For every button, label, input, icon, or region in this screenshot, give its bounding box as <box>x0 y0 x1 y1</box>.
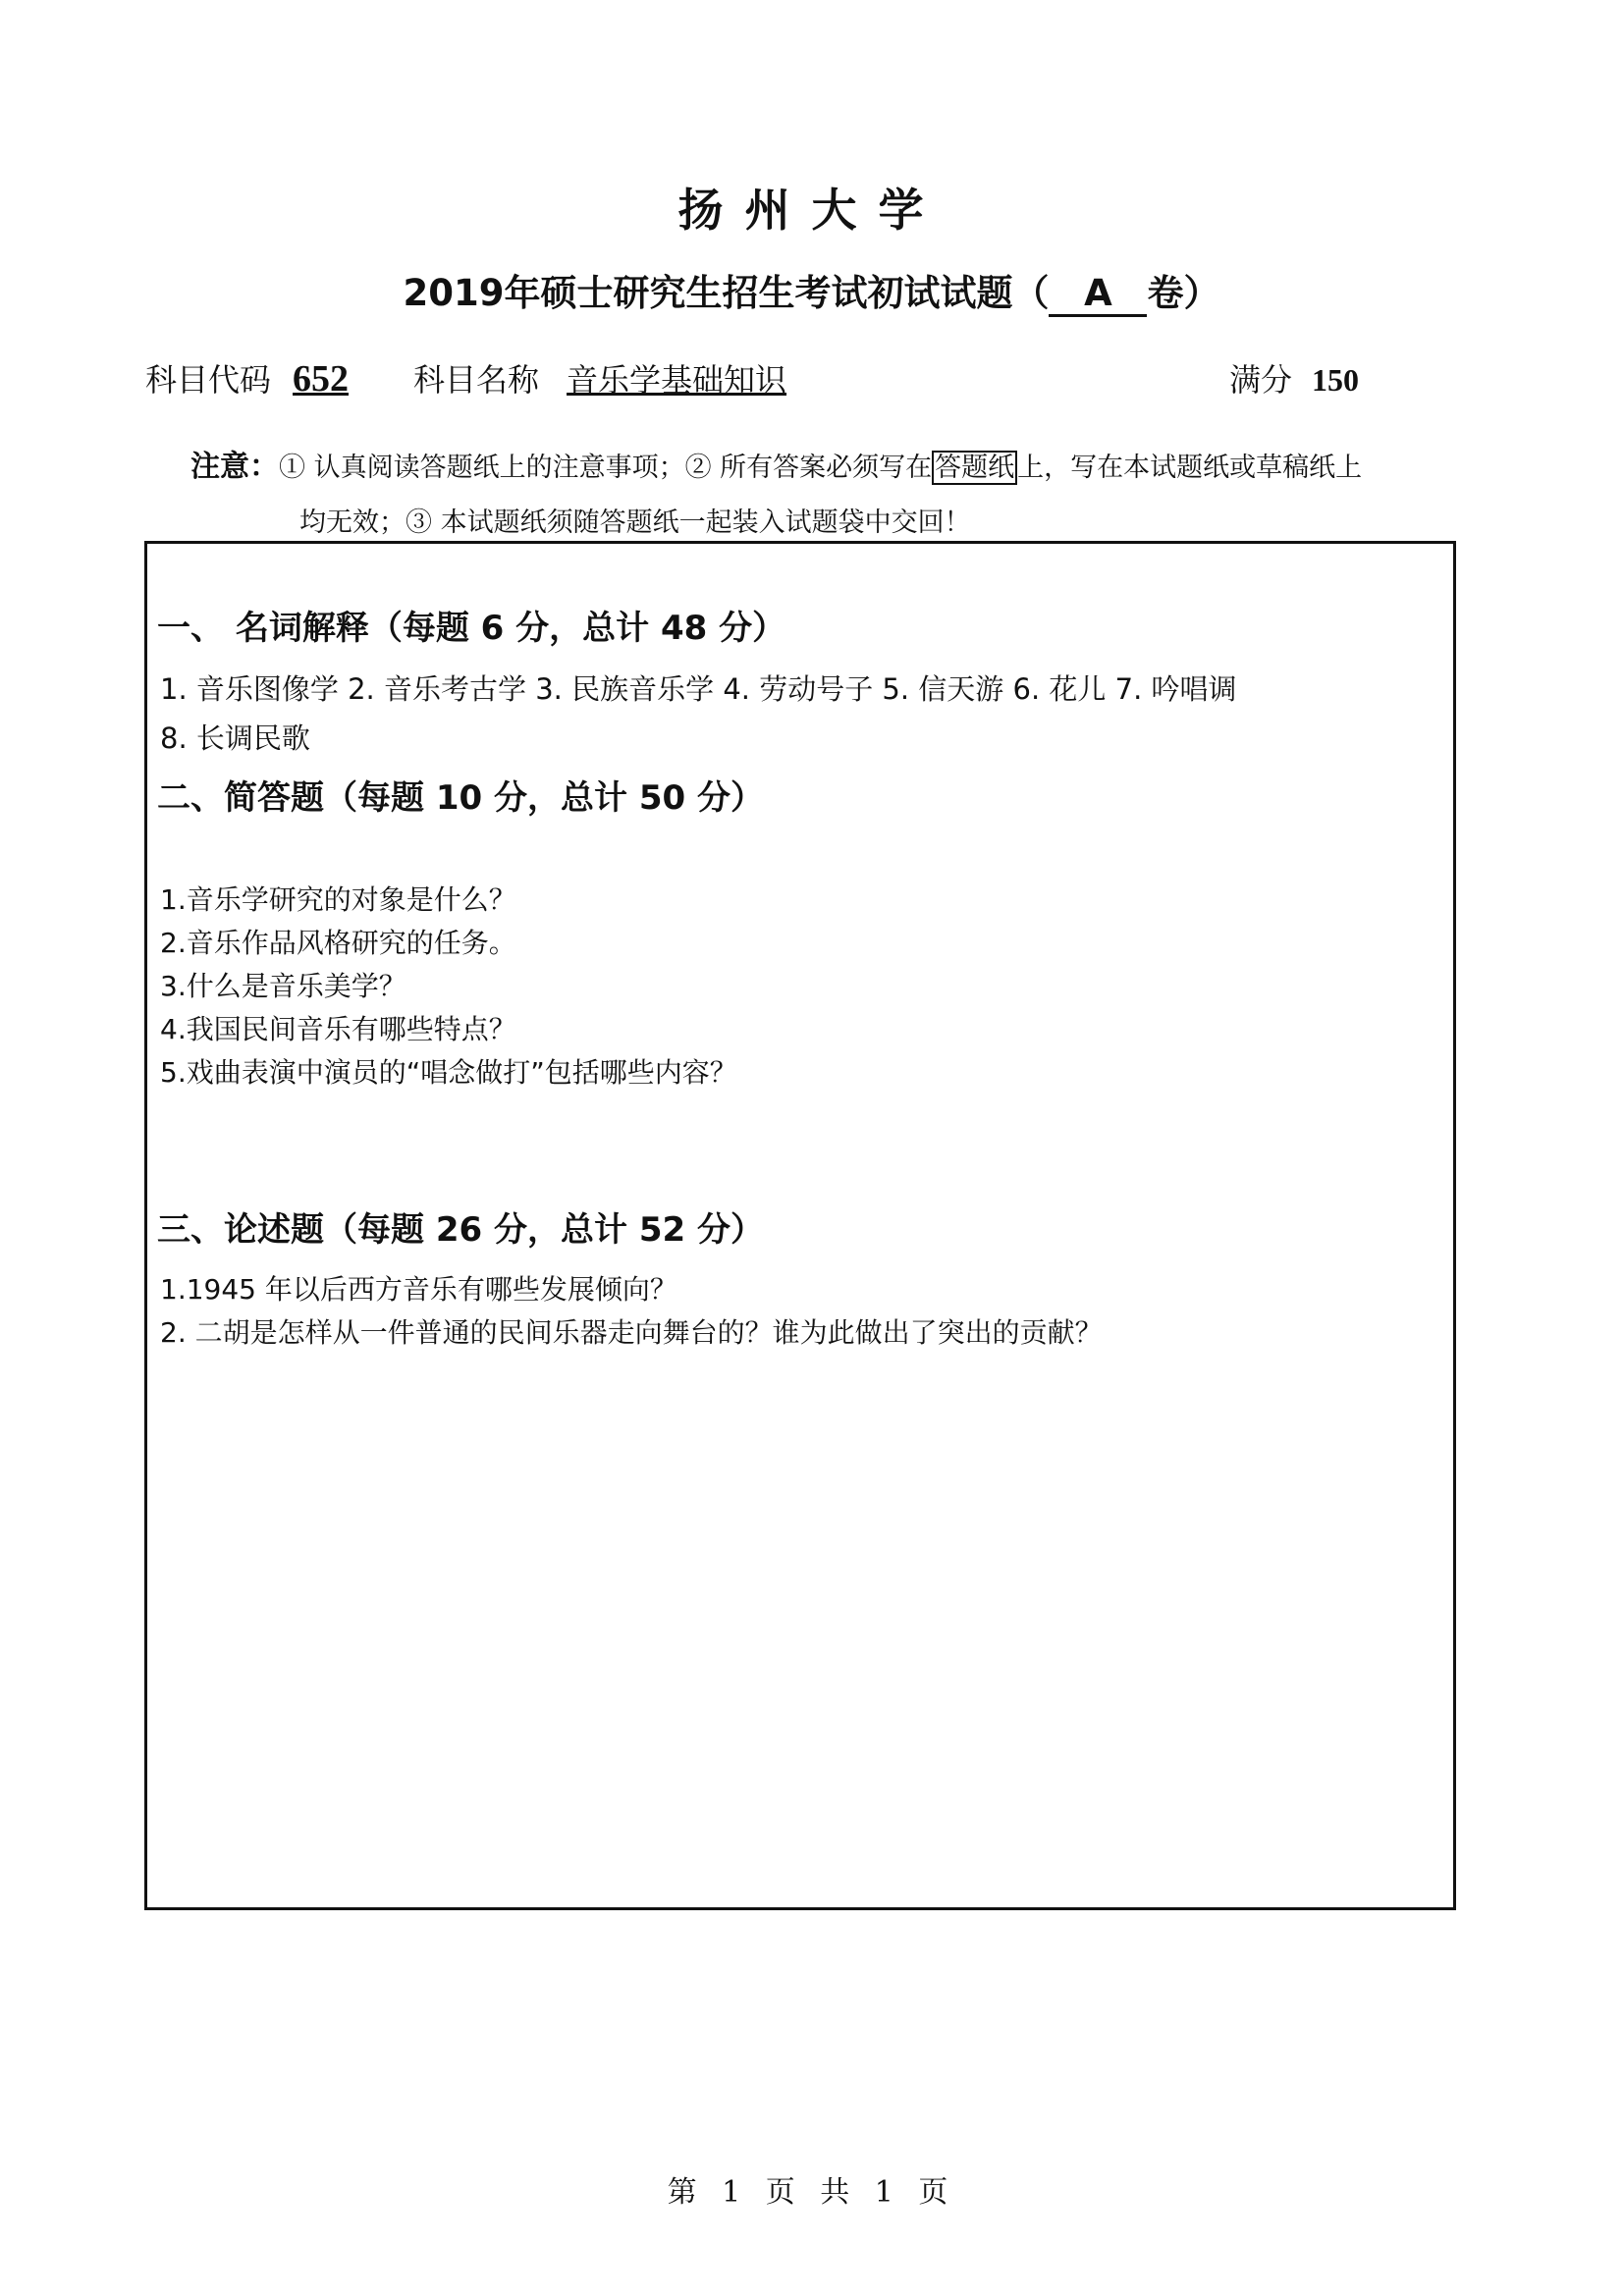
section-2-question: 1.音乐学研究的对象是什么？ <box>160 883 516 916</box>
paper-type: A <box>1049 274 1147 317</box>
subject-name-label: 科目名称 <box>413 361 540 399</box>
notice-line-2: 均无效；③ 本试题纸须随答题纸一起装入试题袋中交回！ <box>299 507 971 538</box>
page-number: 第 1 页 共 1 页 <box>667 2175 956 2210</box>
university-name: 扬州大学 <box>677 184 946 237</box>
subject-code: 652 <box>293 358 350 400</box>
notice-label: 注意： <box>190 450 279 484</box>
exam-title-prefix: 2019年硕士研究生招生考试初试试题（ <box>403 272 1050 314</box>
exam-title-suffix: 卷） <box>1147 272 1220 314</box>
section-1-heading: 一、 名词解释（每题 6 分，总计 48 分） <box>157 609 786 648</box>
full-score-value: 150 <box>1312 362 1360 398</box>
section-2-question: 3.什么是音乐美学？ <box>160 970 406 1002</box>
subject-name: 音乐学基础知识 <box>567 361 787 399</box>
notice-text-1: ① 认真阅读答题纸上的注意事项；② 所有答案必须写在 <box>279 453 933 483</box>
exam-title <box>0 263 1623 317</box>
section-1-terms-line-1: 1. 音乐图像学 2. 音乐考古学 3. 民族音乐学 4. 劳动号子 5. 信天游 6. 花儿 7. 吟唱调 <box>160 672 1237 706</box>
section-3-question: 2. 二胡是怎样从一件普通的民间乐器走向舞台的？谁为此做出了突出的贡献？ <box>160 1316 1103 1349</box>
full-score <box>1229 355 1359 400</box>
subject-info <box>145 355 786 400</box>
notice-text-2: 上，写在本试题纸或草稿纸上 <box>1017 453 1363 483</box>
section-1-terms-line-2: 8. 长调民歌 <box>160 721 310 755</box>
notice-line-1 <box>190 442 1362 485</box>
notice-answer-sheet-boxed: 答题纸 <box>932 451 1017 485</box>
subject-code-label: 科目代码 <box>145 361 272 399</box>
section-2-question: 2.音乐作品风格研究的任务。 <box>160 927 516 959</box>
section-2-heading: 二、简答题（每题 10 分，总计 50 分） <box>157 778 764 818</box>
section-3-heading: 三、论述题（每题 26 分，总计 52 分） <box>157 1210 764 1250</box>
section-2-question: 5.戏曲表演中演员的“唱念做打”包括哪些内容？ <box>160 1056 737 1089</box>
section-2-question: 4.我国民间音乐有哪些特点？ <box>160 1013 516 1045</box>
section-3-question: 1.1945 年以后西方音乐有哪些发展倾向？ <box>160 1273 677 1306</box>
full-score-label: 满分 <box>1229 361 1293 399</box>
